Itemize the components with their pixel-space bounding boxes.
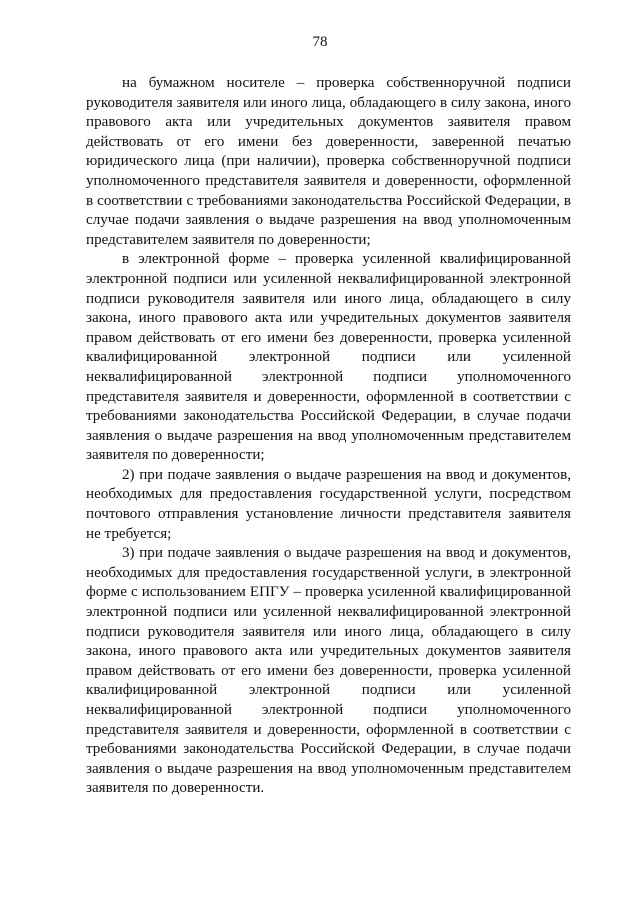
paragraph-electronic-verification: в электронной форме – проверка усиленной квалифицированной электронной подписи или усиленной неквалифицированной электронной подписи руководителя заявителя или иного лица, обладающего в силу закона, иного правового акта или учредительных документов заявителя правом действовать от его имени без доверенности, проверка усиленной квалифицированной электронной подписи или усиленной неквалифицированной электронной подписи уполномоченного представителя заявителя и доверенности, оформленной в соответствии с требованиями законодательства Российской Федерации, в случае подачи заявления о выдаче разрешения на ввод уполномоченным представителем заявителя по доверенности; [86, 251, 571, 464]
paragraph-postal-submission: 2) при подаче заявления о выдаче разрешения на ввод и документов, необходимых для предоставления государственной услуги, посредством почтового отправления установление личности представителя заявителя не требуется; [86, 466, 571, 542]
paragraph-epgu-submission: 3) при подаче заявления о выдаче разрешения на ввод и документов, необходимых для предоставления государственной услуги, в электронной форме с использованием ЕПГУ – проверка усиленной квалифицированной электронной подписи или усиленной неквалифицированной электронной подписи руководителя заявителя или иного лица, обладающего в силу закона, иного правового акта или учредительных документов заявителя правом действовать от его имени без доверенности, проверка усиленной квалифицированной электронной подписи или усиленной неквалифицированной электронной подписи уполномоченного представителя заявителя и доверенности, оформленной в соответствии с требованиями законодательства Российской Федерации, в случае подачи заявления о выдаче разрешения на ввод уполномоченным представителем заявителя по доверенности. [86, 545, 571, 797]
document-body [86, 74, 571, 799]
page-number: 78 [312, 34, 328, 50]
paragraph-paper-verification: на бумажном носителе – проверка собственноручной подписи руководителя заявителя или иного лица, обладающего в силу закона, иного правового акта или учредительных документов заявителя правом действовать от его имени без доверенности, заверенной печатью юридического лица (при наличии), проверка собственноручной подписи уполномоченного представителя заявителя и доверенности, оформленной в соответствии с требованиями законодательства Российской Федерации, в случае подачи заявления о выдаче разрешения на ввод уполномоченным представителем заявителя по доверенности; [86, 75, 571, 248]
